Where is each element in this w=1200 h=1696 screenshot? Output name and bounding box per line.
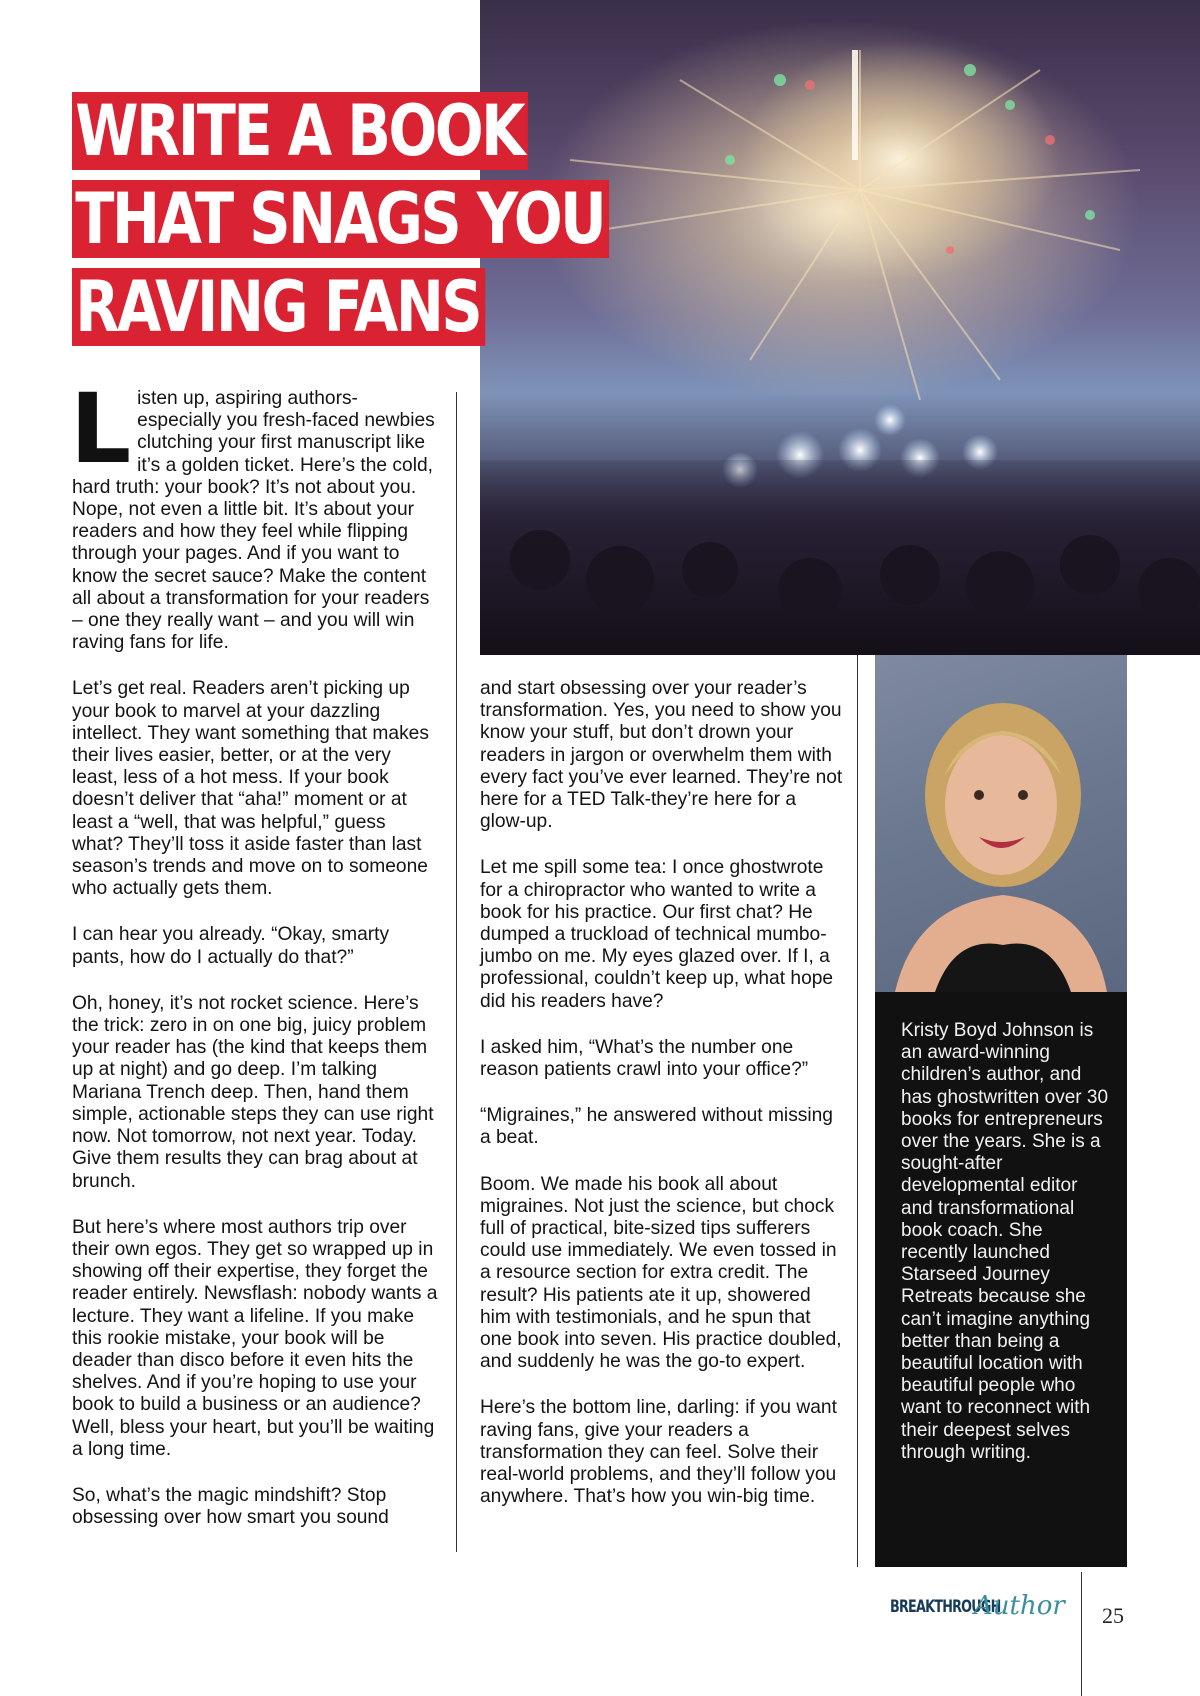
- logo-wordmark: BREAKTHROUGH: [890, 1597, 1001, 1617]
- page-number: 25: [1102, 1603, 1124, 1628]
- headline-line-1: WRITE A BOOK: [72, 92, 528, 170]
- article-paragraph: Boom. We made his book all about migraines. Not just the science, but chock full of practical, bite-sized tips sufferers could use immediately. We even tossed in a resource section for extra credit. The result? His patients ate it up, showered him with testimonials, and he spun that one book into seven. His practice doubled, and suddenly he was the go-to expert.: [480, 1173, 842, 1373]
- article-headline: [72, 92, 727, 356]
- article-paragraph: and start obsessing over your reader’s transformation. Yes, you need to show you know your stuff, but don’t drown your readers in jargon or overwhelm them with every fact you’ve ever learned. They’re not here for a TED Talk-they’re here for a glow-up.: [480, 678, 843, 833]
- footer-divider: [1081, 1572, 1082, 1696]
- article-paragraph: “Migraines,” he answered without missing a beat.: [480, 1105, 833, 1149]
- article-paragraph: Let’s get real. Readers aren’t picking up your book to marvel at your dazzling intellect. They want something that makes their lives easier, better, or at the very least, less of a hot mess. If your book doesn’t deliver that “aha!” moment or at least a “well, that was helpful,” guess what? They’ll toss it aside faster than last season’s trends and move on to someone who actually gets them.: [72, 678, 429, 900]
- author-portrait-photo: [875, 655, 1127, 992]
- headline-line-2: THAT SNAGS YOU: [72, 180, 609, 258]
- article-paragraph: I can hear you already. “Okay, smarty pants, how do I actually do that?”: [72, 924, 390, 968]
- headline-line-3: RAVING FANS: [72, 268, 485, 346]
- column-divider: [857, 655, 858, 1567]
- drop-cap: L: [70, 373, 132, 485]
- article-paragraph: So, what’s the magic mindshift? Stop obsessing over how smart you sound: [72, 1484, 389, 1529]
- article-paragraph: Let me spill some tea: I once ghostwrote for a chiropractor who wanted to write a book for his practice. Our first chat? He dumped a truckload of technical mumbo-jumbo on me. My eyes glazed over. If I, a professional, couldn’t keep up, what hope did his readers have?: [480, 857, 834, 1012]
- article-paragraph: But here’s where most authors trip over their own egos. They get so wrapped up in showing off their expertise, they forget the reader entirely. Newsflash: nobody wants a lecture. They want a lifeline. If you make this rookie mistake, your book will be deader than disco before it even hits the shelves. And if you’re hoping to use your book to build a business or an audience? Well, bless your heart, but you’ll be waiting a long time.: [72, 1216, 438, 1460]
- article-paragraph: Listen up, aspiring authors-especially you fresh-faced newbies clutching your first manuscript like it’s a golden ticket. Here’s the cold, hard truth: your book? It’s not about you. Nope, not even a little bit. It’s about your readers and how they feel while flipping through your pages. And if you want to know the secret sauce? Make the content all about a transformation for your readers – one they really want – and you will win raving fans for life.: [70, 373, 435, 654]
- logo-script: Author: [974, 1591, 1065, 1621]
- article-paragraph: Oh, honey, it’s not rocket science. Here’s the trick: zero in on one big, juicy problem your reader has (the kind that keeps them up at night) and go deep. I’m talking Mariana Trench deep. Then, hand them simple, actionable steps they can use right now. Not tomorrow, not next year. Today. Give them results they can brag about at brunch.: [72, 992, 434, 1192]
- column-divider: [456, 392, 457, 1552]
- author-silhouette: [875, 655, 1127, 992]
- author-bio: Kristy Boyd Johnson is an award-winning children’s author, and has ghostwritten over 30 books for entrepreneurs over the years. She is a sought-after developmental editor and transformational book coach. She recently launched Starseed Journey Retreats because she can’t imagine anything better than being a beautiful location with beautiful people who want to reconnect with their deepest selves through writing.: [875, 992, 1127, 1567]
- article-column-1: [70, 373, 442, 1553]
- article-column-2: [480, 678, 844, 1533]
- article-paragraph: I asked him, “What’s the number one reason patients crawl into your office?”: [480, 1036, 809, 1081]
- magazine-logo: [890, 1591, 1065, 1631]
- article-paragraph: Here’s the bottom line, darling: if you want raving fans, give your readers a transformation they can feel. Solve their real-world problems, and they’ll follow you anywhere. That’s how you win-big time.: [480, 1397, 837, 1508]
